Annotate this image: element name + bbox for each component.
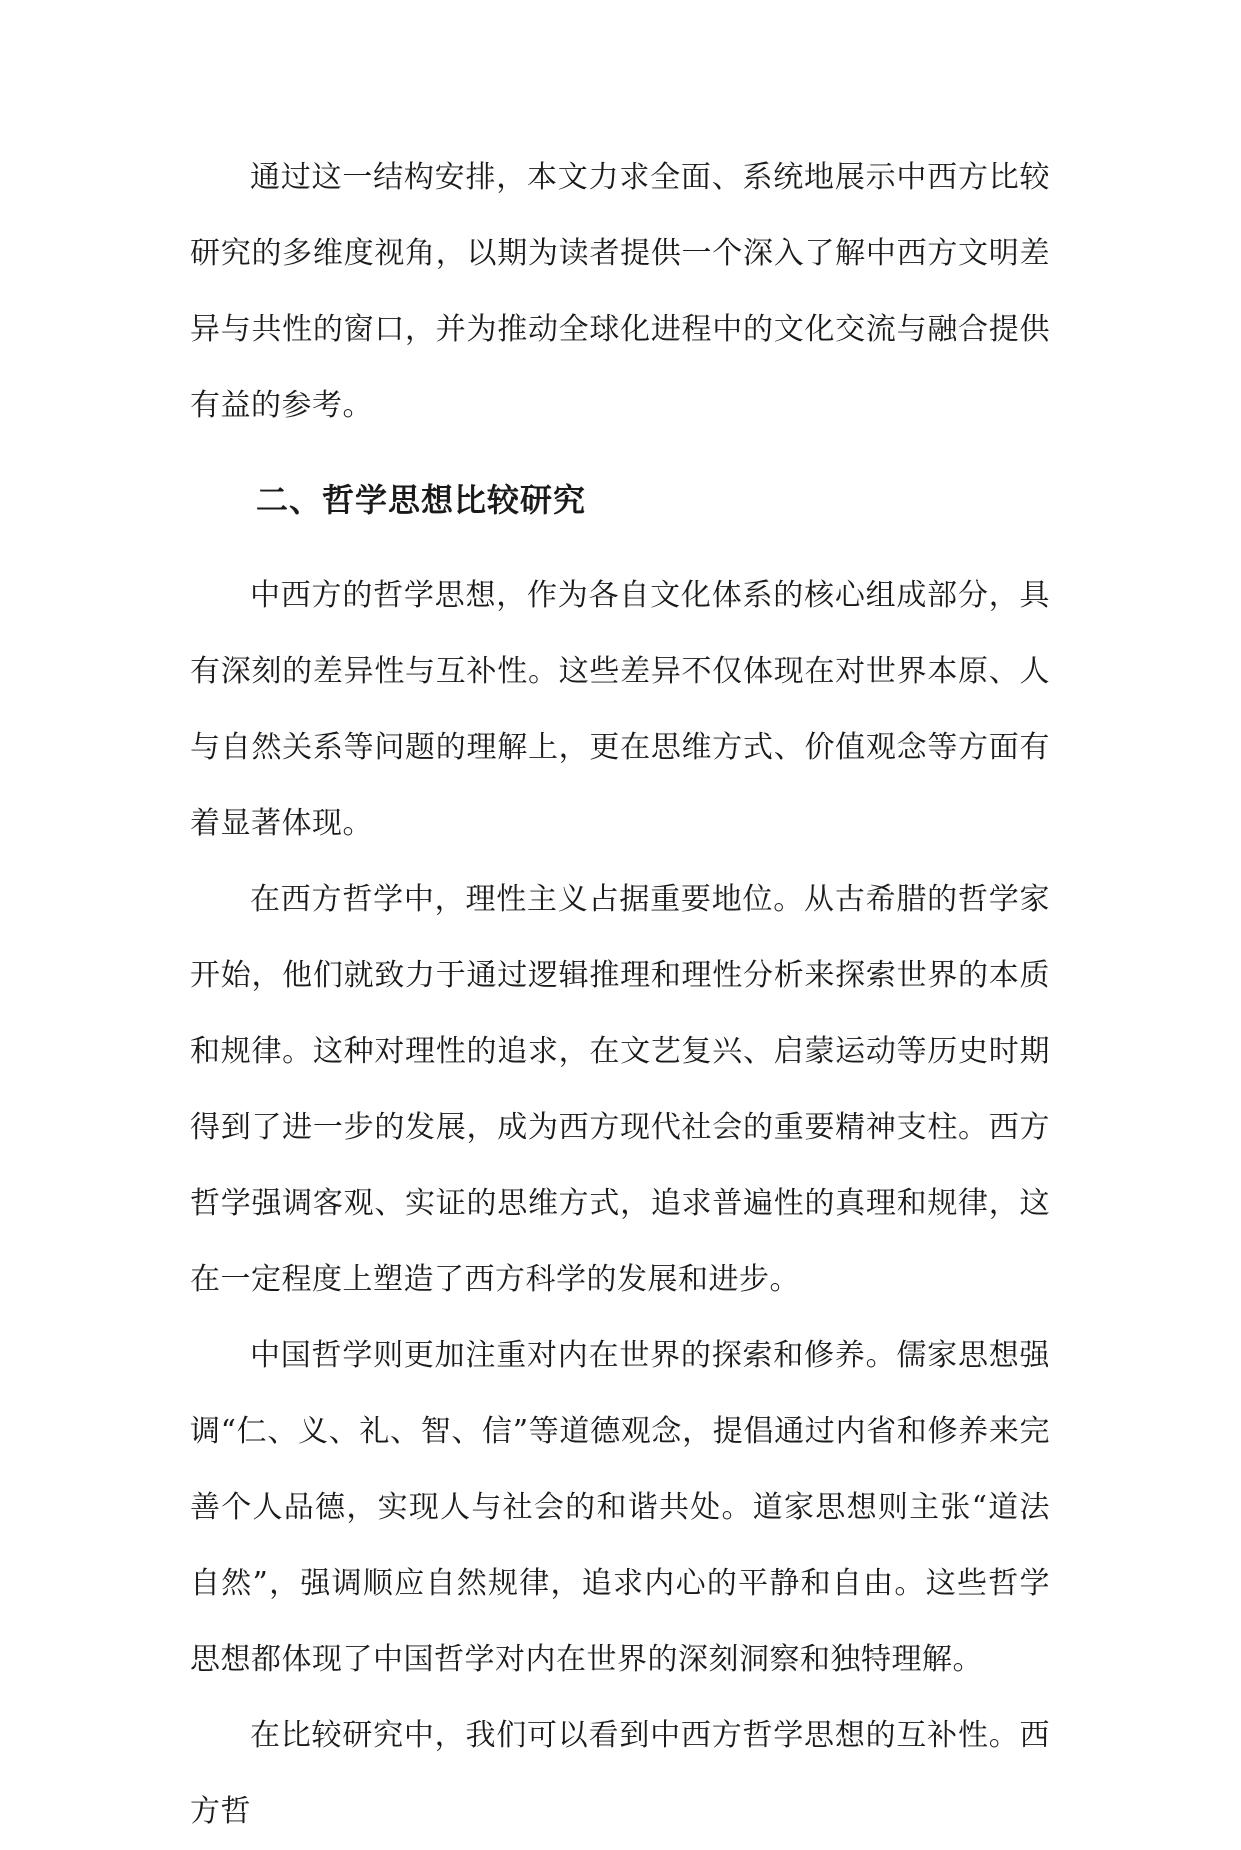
intro-paragraph: 通过这一结构安排，本文力求全面、系统地展示中西方比较研究的多维度视角，以期为读者提供一个深入了解中西方文明差异与共性的窗口，并为推动全球化进程中的文化交流与融合提供有益的参考。 bbox=[190, 160, 1050, 423]
body-paragraph-3: 中国哲学则更加注重对内在世界的探索和修养。儒家思想强调“仁、义、礼、智、信”等道德观念，提倡通过内省和修养来完善个人品德，实现人与社会的和谐共处。道家思想则主张“道法自然”，强调顺应自然规律，追求内心的平静和自由。这些哲学思想都体现了中国哲学对内在世界的深刻洞察和独特理解。 bbox=[190, 1338, 1050, 1677]
section-heading: 二、哲学思想比较研究 bbox=[256, 481, 587, 519]
body-paragraph-1: 中西方的哲学思想，作为各自文化体系的核心组成部分，具有深刻的差异性与互补性。这些差异不仅体现在对世界本原、人与自然关系等问题的理解上，更在思维方式、价值观念等方面有着显著体现。 bbox=[190, 578, 1050, 841]
body-paragraph-4: 在比较研究中，我们可以看到中西方哲学思想的互补性。西方哲 bbox=[190, 1718, 1050, 1829]
document-body bbox=[190, 140, 1050, 1850]
body-paragraph-2: 在西方哲学中，理性主义占据重要地位。从古希腊的哲学家开始，他们就致力于通过逻辑推理和理性分析来探索世界的本质和规律。这种对理性的追求，在文艺复兴、启蒙运动等历史时期得到了进一步的发展，成为西方现代社会的重要精神支柱。西方哲学强调客观、实证的思维方式，追求普遍性的真理和规律，这在一定程度上塑造了西方科学的发展和进步。 bbox=[190, 882, 1050, 1297]
